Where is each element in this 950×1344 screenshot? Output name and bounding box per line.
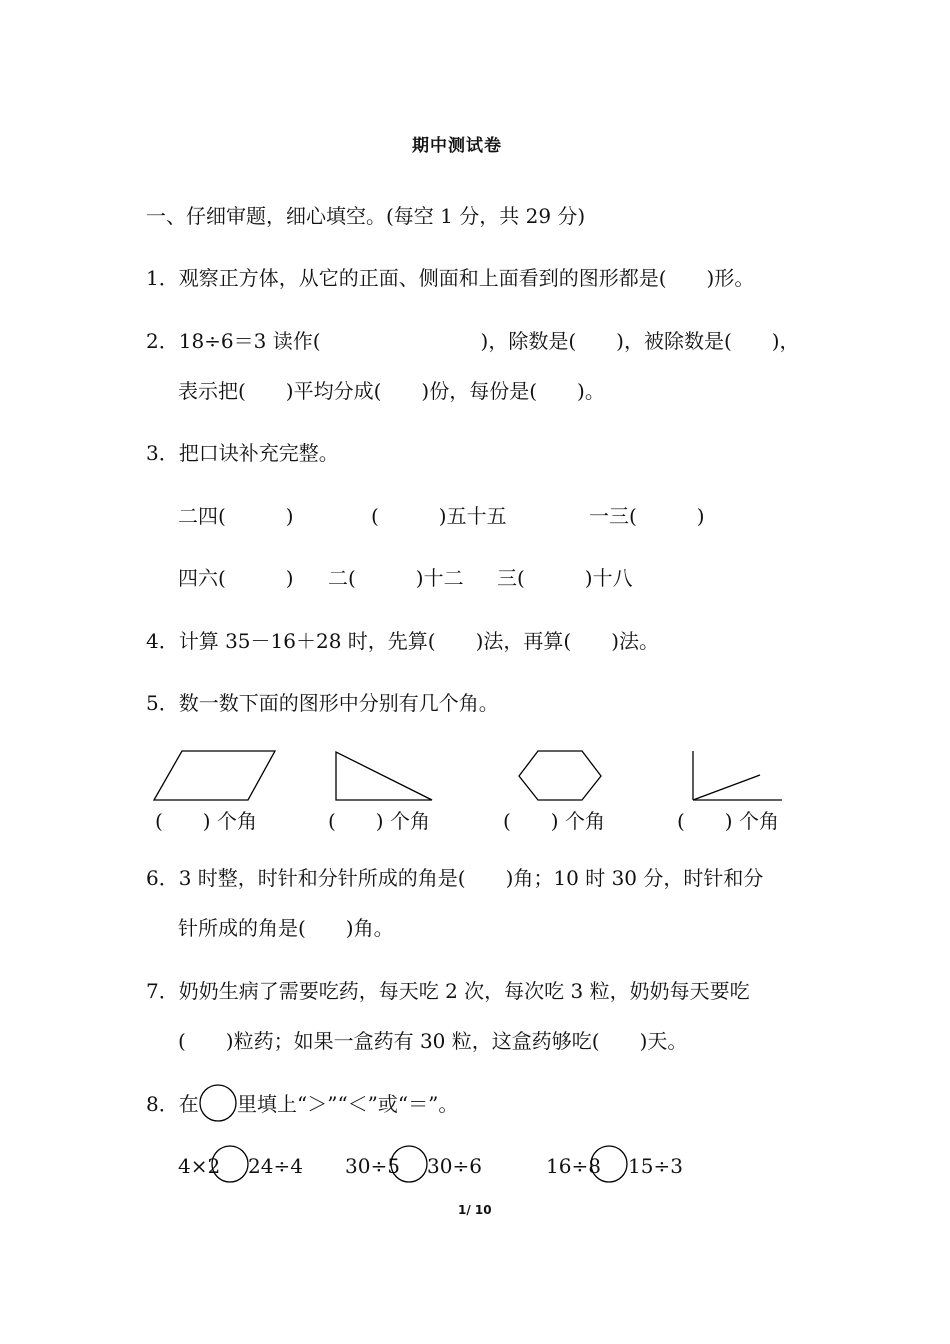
question-1: 1．观察正方体，从它的正面、侧面和上面看到的图形都是( )形。 — [146, 266, 755, 290]
q3-item-2: ( )五十五 — [371, 504, 507, 528]
question-5: 5．数一数下面的图形中分别有几个角。 — [146, 691, 499, 715]
q8-item-2-right: 30÷6 — [427, 1154, 482, 1178]
q8-item-2-left: 30÷5 — [345, 1154, 400, 1178]
q8-item-3-left: 16÷8 — [546, 1154, 601, 1178]
q3-item-1: 二四( ) — [178, 504, 294, 528]
question-8-prefix: 8．在 — [146, 1092, 199, 1116]
question-3: 3．把口诀补充完整。 — [146, 441, 339, 465]
q5-answer-4: ( ) 个角 — [677, 809, 779, 833]
q8-blank-circle-3 — [590, 1145, 630, 1185]
q3-item-6: 三( )十八 — [497, 566, 633, 590]
q8-item-1-right: 24÷4 — [248, 1154, 303, 1178]
question-2-line-1: 2．18÷6＝3 读作( )，除数是( )，被除数是( )， — [146, 329, 800, 353]
question-6-line-2: 针所成的角是( )角。 — [178, 916, 394, 940]
q5-answer-1: ( ) 个角 — [155, 809, 257, 833]
q3-item-4: 四六( ) — [178, 566, 294, 590]
q8-item-3-right: 15÷3 — [628, 1154, 683, 1178]
question-7-line-2: ( )粒药；如果一盒药有 30 粒，这盒药够吃( )天。 — [178, 1029, 688, 1053]
right-triangle-shape — [336, 752, 432, 800]
q8-blank-circle-2 — [390, 1145, 430, 1185]
shapes-figure — [0, 745, 950, 815]
section-1-heading: 一、仔细审题，细心填空。(每空 1 分，共 29 分) — [146, 204, 586, 228]
angle-shape — [693, 751, 782, 800]
q8-blank-circle-1 — [211, 1145, 251, 1185]
q8-item-1-left: 4×2 — [178, 1154, 221, 1178]
q8-circle-icon — [199, 1084, 239, 1124]
q5-answer-2: ( ) 个角 — [328, 809, 430, 833]
hexagon-shape — [519, 751, 601, 800]
parallelogram-shape — [154, 751, 275, 800]
page-title: 期中测试卷 — [412, 136, 502, 156]
question-7-line-1: 7．奶奶生病了需要吃药，每天吃 2 次，每次吃 3 粒，奶奶每天要吃 — [146, 979, 750, 1003]
q5-answer-3: ( ) 个角 — [503, 809, 605, 833]
question-6-line-1: 6．3 时整，时针和分针所成的角是( )角；10 时 30 分，时针和分 — [146, 866, 764, 890]
q3-item-5: 二( )十二 — [328, 566, 464, 590]
page-number: 1/ 10 — [458, 1203, 492, 1217]
question-2-line-2: 表示把( )平均分成( )份，每份是( )。 — [178, 379, 605, 403]
question-8-suffix: 里填上“＞”“＜”或“＝”。 — [237, 1092, 459, 1116]
question-4: 4．计算 35－16＋28 时，先算( )法，再算( )法。 — [146, 629, 659, 653]
q3-item-3: 一三( ) — [589, 504, 705, 528]
